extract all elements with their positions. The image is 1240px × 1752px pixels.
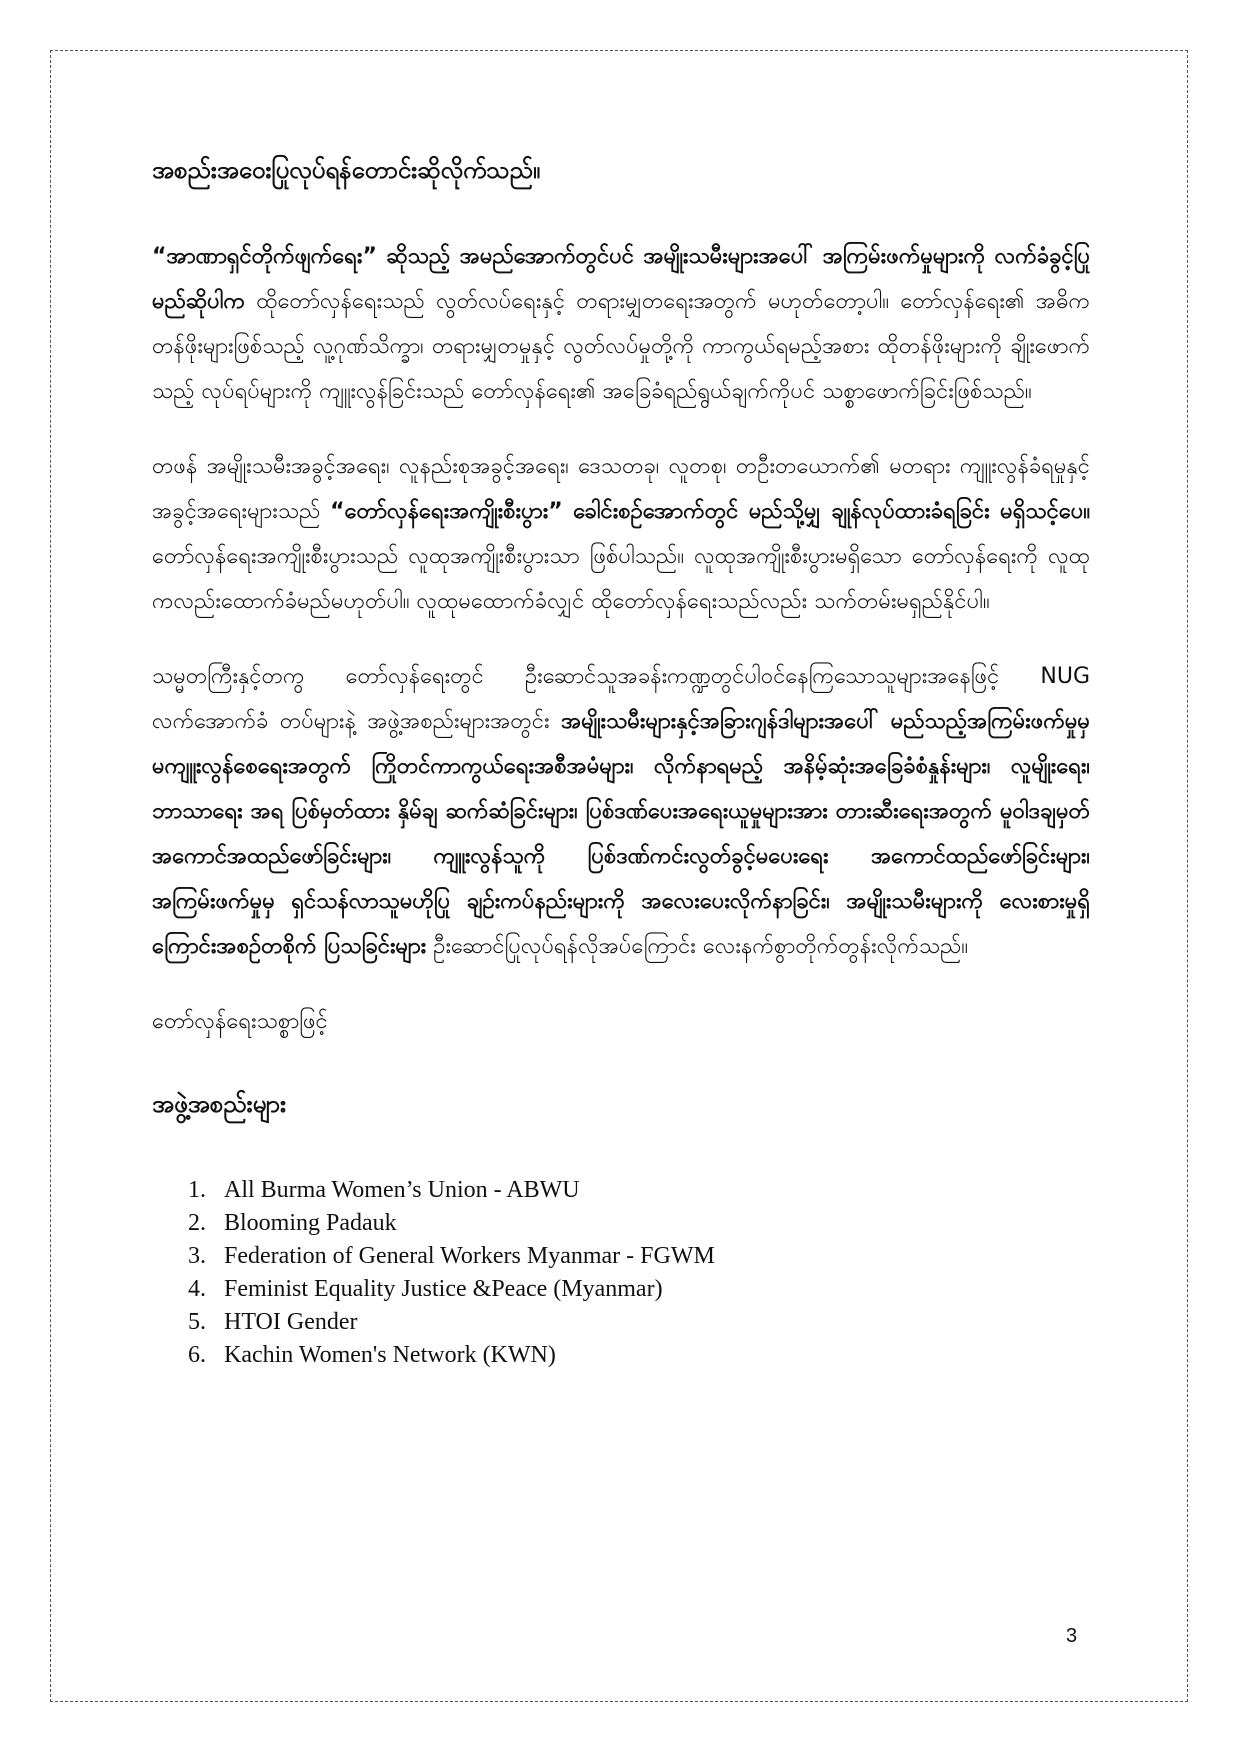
paragraph-3 [152, 654, 1090, 969]
paragraph-1 [152, 234, 1090, 414]
paragraph-3-text-c: ဦးဆောင်ပြုလုပ်ရန်လိုအပ်ကြောင်း လေးနက်စွာတိုက်တွန်းလိုက်သည်။ [426, 934, 969, 959]
list-item [152, 1339, 1090, 1372]
list-item [152, 1306, 1090, 1339]
list-item [152, 1207, 1090, 1240]
list-item [152, 1273, 1090, 1306]
organizations-heading: အဖွဲ့အစည်းများ [152, 1090, 287, 1118]
list-item-name: All Burma Women’s Union - ABWU [224, 1177, 580, 1203]
paragraph-1-bold: “အာဏာရှင်တိုက်ဖျက်ရေး” ဆိုသည့် အမည်အောက်တွင်ပင် အမျိုးသမီးများအပေါ် အကြမ်းဖက်မှုများကို လက်ခံခွင့်ပြုမည်ဆိုပါက [152, 244, 1090, 314]
list-item-name: HTOI Gender [224, 1309, 358, 1335]
list-item-name: Blooming Padauk [224, 1210, 397, 1236]
list-item [152, 1240, 1090, 1273]
paragraph-2-bold: “တော်လှန်ရေးအကျိုးစီးပွား” ခေါင်းစဉ်အောက်တွင် မည်သို့မျှ ချုန်လုပ်ထားခံရခြင်း မရှိသင့်ပေ။ [330, 499, 1090, 524]
paragraph-2-text-a: တဖန် အမျိုးသမီးအခွင့်အရေး၊ လူနည်းစုအခွင့်အရေး၊ ဒေသတခု၊ လူတစု၊ တဦးတယောက်၏ မတရား ကျူးလွန်ခံရမှုနှင့် အခွင့်အရေးများသည် [152, 454, 1090, 524]
list-item-name: Feminist Equality Justice &Peace (Myanmar) [224, 1276, 663, 1302]
list-item-name: Kachin Women's Network (KWN) [224, 1342, 556, 1368]
paragraph-3-text-a: သမ္မတကြီးနှင့်တကွ တော်လှန်ရေးတွင် ဦးဆောင်သူအခန်းကဏ္ဍတွင်ပါဝင်နေကြသောသူများအနေဖြင့် NUG လက်အောက်ခံ တပ်များနဲ့ အဖွဲ့အစည်းများအတွင်း [152, 664, 1090, 734]
closing-line: တော်လှန်ရေးသစ္စာဖြင့် [152, 1009, 328, 1034]
list-item-number: 5. [188, 1309, 206, 1335]
paragraph-2 [152, 444, 1090, 624]
statement-heading: အစည်းအဝေးပြုလုပ်ရန်တောင်းဆိုလိုက်သည်။ [152, 156, 541, 184]
list-item-number: 3. [188, 1243, 206, 1269]
paragraph-2-text-c: တော်လှန်ရေးအကျိုးစီးပွားသည် လူထုအကျိုးစီးပွားသာ ဖြစ်ပါသည်။ လူထုအကျိုးစီးပွားမရှိသော တော်လှန်ရေးကို လူထုကလည်းထောက်ခံမည်မဟုတ်ပါ။ လူထုမထောက်ခံလျှင် ထိုတော်လှန်ရေးသည်လည်း သက်တမ်းမရှည်နိုင်ပါ။ [152, 544, 1090, 614]
list-item-number: 6. [188, 1342, 206, 1368]
paragraph-1-text: ထိုတော်လှန်ရေးသည် လွတ်လပ်ရေးနှင့် တရားမျှတရေးအတွက် မဟုတ်တော့ပါ။ တော်လှန်ရေး၏ အဓိကတန်ဖိုးများဖြစ်သည့် လူ့ဂုဏ်သိက္ခာ၊ တရားမျှတမှုနှင့် လွတ်လပ်မှုတို့ကို ကာကွယ်ရမည့်အစား ထိုတန်ဖိုးများကို ချိုးဖောက်သည့် လုပ်ရပ်များကို ကျူးလွန်ခြင်းသည် တော်လှန်ရေး၏ အခြေခံရည်ရွယ်ချက်ကိုပင် သစ္စာဖောက်ခြင်းဖြစ်သည်။ [152, 289, 1090, 404]
list-item-number: 1. [188, 1177, 206, 1203]
list-item [152, 1174, 1090, 1207]
list-item-number: 4. [188, 1276, 206, 1302]
organizations-list [152, 1174, 1090, 1372]
paragraph-3-bold: အမျိုးသမီးများနှင့်အခြားဂျန်ဒါများအပေါ် မည်သည့်အကြမ်းဖက်မှုမှ မကျူးလွန်စေရေးအတွက် ကြိုတင်ကာကွယ်ရေးအစီအမံများ၊ လိုက်နာရမည့် အနိမ့်ဆုံးအခြေခံစံနှုန်းများ၊ လူမျိုးရေး၊ ဘာသာရေး အရ ပြစ်မှတ်ထား နှိမ်ချ ဆက်ဆံခြင်းများ၊ ပြစ်ဒဏ်ပေးအရေးယူမှုများအား တားဆီးရေးအတွက် မူဝါဒချမှတ် အကောင်အထည်ဖော်ခြင်းများ၊ ကျူးလွန်သူကို ပြစ်ဒဏ်ကင်းလွတ်ခွင့်မပေးရေး အကောင်ထည်ဖော်ခြင်းများ၊ အကြမ်းဖက်မှုမှ ရှင်သန်လာသူမဟိုပြု ချဉ်းကပ်နည်းများကို အလေးပေးလိုက်နာခြင်း၊ အမျိုးသမီးများကို လေးစားမှုရှိကြောင်းအစဉ်တစိုက် ပြသခြင်းများ [152, 709, 1090, 959]
page-number: 3 [1066, 1625, 1078, 1647]
list-item-name: Federation of General Workers Myanmar - FGWM [224, 1243, 715, 1269]
list-item-number: 2. [188, 1210, 206, 1236]
document-body [152, 140, 1090, 1372]
